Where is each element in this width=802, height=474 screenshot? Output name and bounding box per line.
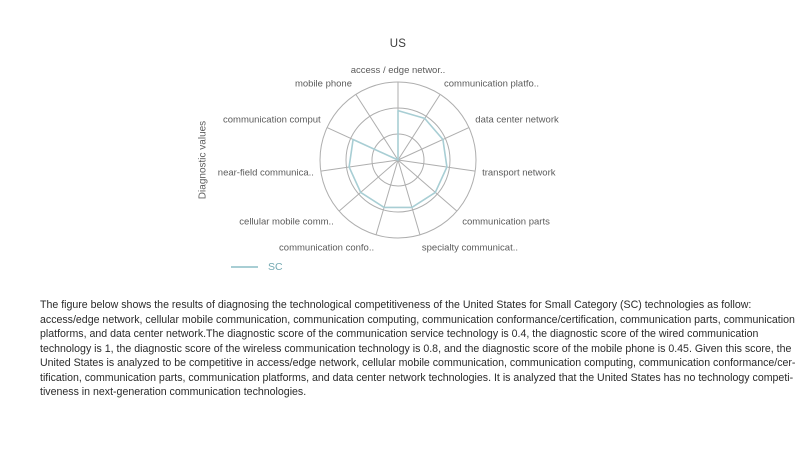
legend [231,261,283,273]
caption-line: The figure below shows the results of diagnosing the technological competitiveness of the United States for Small Category (SC) technologies as follow: [40,299,752,311]
caption-line: United States is analyzed to be competitive in access/edge network, cellular mobile communication, communication computing, communication conformance/cer- [40,357,796,370]
caption-line: tification, communication parts, communication platforms, and data center network technologies. It is analyzed that the United States has no technology competi- [40,371,794,384]
figure-caption [40,298,796,400]
chart-title: US [389,38,407,50]
category-label: data center network [475,114,559,126]
category-label: communication comput [223,114,321,126]
category-label: access / edge networ.. [350,65,446,76]
category-label: mobile phone [294,78,352,90]
legend-label-sc: SC [268,261,283,273]
legend-line-swatch [231,266,258,268]
category-label: transport network [482,167,556,179]
radar-spoke [376,160,398,235]
caption-line: platforms, and data center network.The diagnostic score of the communication service technology is 0.4, the diagnostic score of the wired communication [40,328,759,341]
category-label: communication confo.. [279,242,375,254]
category-label: specialty communicat.. [421,242,518,254]
caption-line: access/edge network, cellular mobile communication, communication computing, communication conformance/certification, communication parts, communication [40,313,795,326]
radar-spoke [398,160,420,235]
category-label: communication parts [462,216,550,228]
category-label: near-field communica.. [217,167,314,179]
radial-axis-title: Diagnostic values [197,120,209,200]
caption-line: tiveness in next-generation communication technologies. [40,386,307,399]
caption-line: technology is 1, the diagnostic score of the wireless communication technology is 0.8, and the diagnostic score of the mobile phone is 0.45. Given this score, the [40,342,792,355]
category-label: cellular mobile comm.. [239,216,334,228]
radar-series-sc [349,111,447,208]
category-label: communication platfo.. [444,78,540,90]
